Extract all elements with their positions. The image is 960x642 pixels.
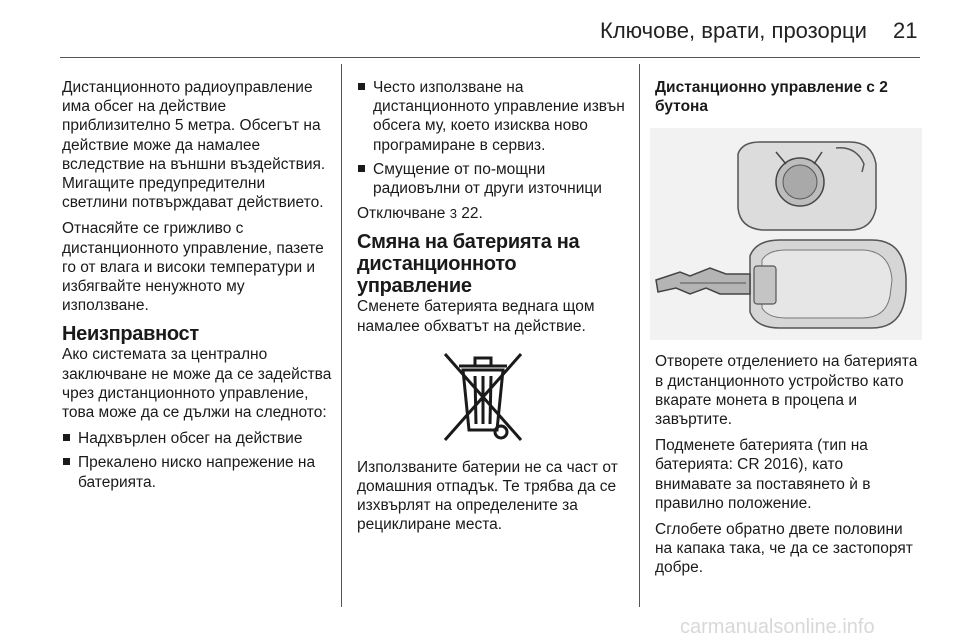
list-item: Често използване на дистанционното управление извън обсега му, което изисква ново програмиране в сервиз. [357,78,625,155]
battery-heading: Смяна на батерията на дистанционното управление [357,231,580,298]
range-paragraph: Дистанционното радиоуправление има обсег на действие приблизително 5 метра. Обсегът на действие може да намалее вследствие на външни въздействия. Мигащите предупредителни светлини потвърждават действието. [62,79,326,212]
watermark: carmanualsonline.info [680,616,875,638]
page-number: 21 [893,18,918,43]
unlock-label: Отключване [357,205,446,223]
crossed-bin-icon [437,346,529,444]
malfunction-list [62,429,332,492]
column-divider-1 [341,64,342,607]
remote-key-battery-illustration [650,128,922,340]
two-button-remote-heading: Дистанционно управление с 2 бутона [655,79,888,116]
page-header-title: Ключове, врати, прозорци [600,18,867,43]
replace-battery-paragraph: Подменете батерията (тип на батерията: CR 2016), като внимавате за поставянето ѝ в правилно положение. [655,437,871,512]
open-compartment-paragraph: Отворете отделението на батерията в дистанционното устройство като вкарате монета в процепа и завъртите. [655,353,918,429]
page-reference-icon: 3 [449,206,457,222]
disposal-paragraph: Използваните батерии не са част от домашния отпадък. Те трябва да се изхвърлят на определените за рециклиране места. [357,458,618,534]
list-item: Надхвърлен обсег на действие [62,429,332,448]
malfunction-list-continued [357,78,625,198]
column-1 [62,78,332,498]
column-3 [655,78,923,585]
care-paragraph: Отнасяйте се грижливо с дистанционното управление, пазете го от влага и високи температури и избягвайте ненужното му използване. [62,220,324,315]
column-divider-2 [639,64,640,607]
malfunction-heading: Неизправност [62,323,199,346]
header-divider [60,57,920,58]
battery-paragraph: Сменете батерията веднага щом намалее обхватът на действие. [357,298,595,335]
list-item: Прекалено ниско напрежение на батерията. [62,453,332,491]
unlock-page-link[interactable]: 22. [461,205,483,223]
list-item: Смущение от по-мощни радиовълни от други източници [357,160,625,198]
column-2 [357,78,625,542]
malfunction-paragraph: Ако системата за централно заключване не може да се задейства чрез дистанционното управление, това може да се дължи на следното: [62,346,332,422]
reassemble-paragraph: Сглобете обратно двете половини на капака така, че да се застопорят добре. [655,521,913,577]
unlock-reference [357,204,625,223]
